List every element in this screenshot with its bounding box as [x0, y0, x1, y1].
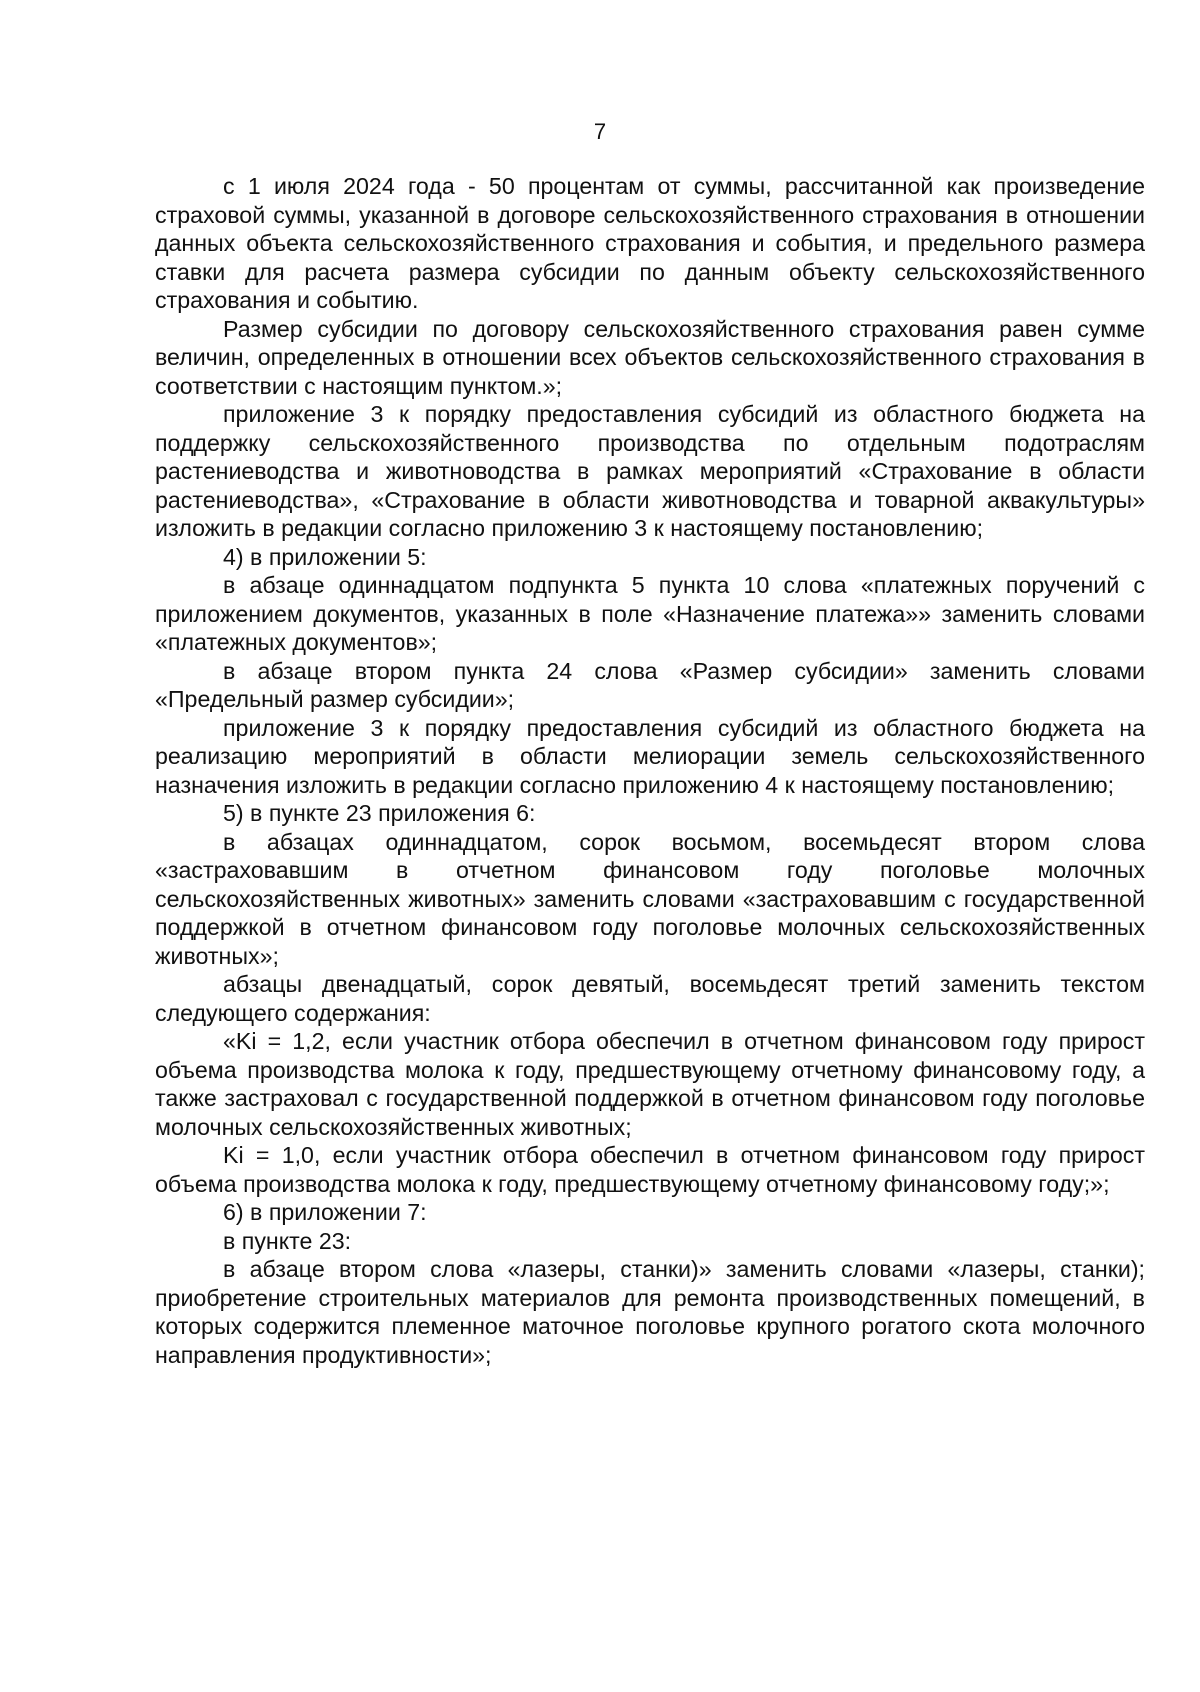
paragraph-appendix-3-insurance: приложение 3 к порядку предоставления субсидий из областного бюджета на поддержку сельскохозяйственного производства по отдельным подотраслям растениеводства и животноводства в рамках мероприятий «Страхование в области растениеводства», «Страхование в области животноводства и товарной аквакультуры» изложить в редакции согласно приложению 3 к настоящему постановлению; [155, 401, 1145, 541]
paragraph-ki-1-2: «Ki = 1,2, если участник отбора обеспечил в отчетном финансовом году прирост объема производства молока к году, предшествующему отчетному финансовому году, а также застраховал с государственной поддержкой в отчетном финансовом году поголовье молочных сельскохозяйственных животных; [155, 1028, 1145, 1140]
paragraph-appendix-3-melioration: приложение 3 к порядку предоставления субсидий из областного бюджета на реализацию мероприятий в области мелиорации земель сельскохозяйственного назначения изложить в редакции согласно приложению 4 к настоящему постановлению; [155, 714, 1145, 798]
paragraph-replace-abzacy: абзацы двенадцатый, сорок девятый, восемьдесят третий заменить текстом следующего содержания: [155, 971, 1145, 1026]
paragraph-item-5: 5) в пункте 23 приложения 6: [223, 800, 536, 826]
paragraph-subsidy-july-2024: с 1 июля 2024 года - 50 процентам от суммы, рассчитанной как произведение страховой суммы, указанной в договоре сельскохозяйственного страхования в отношении данных объекта сельскохозяйственного страхования и события, и предельного размера ставки для расчета размера субсидии по данным объекту сельскохозяйственного страхования и событию. [155, 173, 1145, 313]
paragraph-point-23: в пункте 23: [223, 1227, 352, 1254]
paragraph-max-subsidy: в абзаце втором пункта 24 слова «Размер субсидии» заменить словами «Предельный размер субсидии»; [155, 657, 1145, 712]
paragraph-payment-orders: в абзаце одиннадцатом подпункта 5 пункта 10 слова «платежных поручений с приложением документов, указанных в поле «Назначение платежа»» заменить словами «платежных документов»; [155, 572, 1145, 655]
paragraph-lasers-machines: в абзаце втором слова «лазеры, станки)» заменить словами «лазеры, станки); приобретение строительных материалов для ремонта производственных помещений, в которых содержится племенное маточное поголовье крупного рогатого скота молочного направления продуктивности»; [155, 1256, 1145, 1368]
paragraph-item-6: 6) в приложении 7: [223, 1199, 427, 1225]
paragraph-subsidy-size: Размер субсидии по договору сельскохозяйственного страхования равен сумме величин, определенных в отношении всех объектов сельскохозяйственного страхования в соответствии с настоящим пунктом.»; [155, 315, 1145, 399]
page-number: 7 [593, 119, 607, 144]
document-body [155, 172, 1145, 1369]
paragraph-insured-livestock: в абзацах одиннадцатом, сорок восьмом, восемьдесят втором слова «застраховавшим в отчетном финансовом году поголовье молочных сельскохозяйственных животных» заменить словами «застраховавшим с государственной поддержкой в отчетном финансовом году поголовье молочных сельскохозяйственных животных»; [155, 828, 1145, 969]
paragraph-item-4: 4) в приложении 5: [223, 543, 427, 570]
paragraph-ki-1-0: Ki = 1,0, если участник отбора обеспечил в отчетном финансовом году прирост объема производства молока к году, предшествующему отчетному финансовому году;»; [155, 1142, 1145, 1197]
